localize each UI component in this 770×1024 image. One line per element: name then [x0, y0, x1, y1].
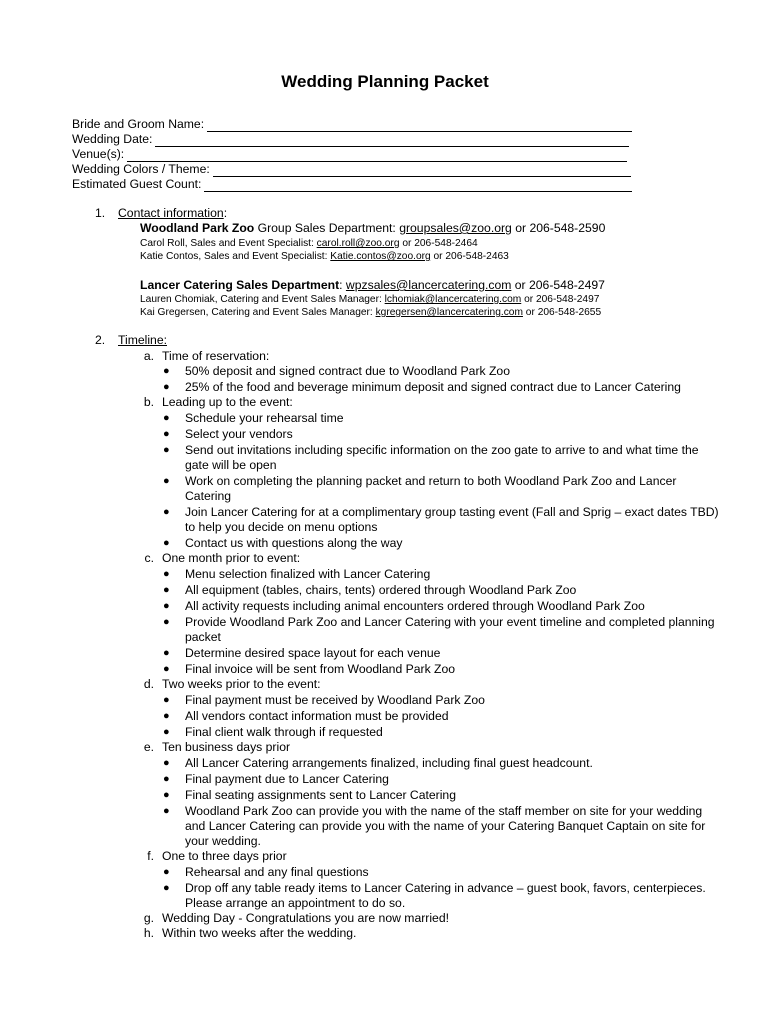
field-line[interactable]	[155, 134, 629, 147]
field-line[interactable]	[127, 149, 627, 162]
zoo-name: Woodland Park Zoo	[140, 221, 255, 235]
bride-groom-field[interactable]	[72, 117, 632, 132]
wedding-date-field[interactable]	[72, 132, 629, 147]
field-line[interactable]	[213, 164, 631, 177]
field-label: Wedding Colors / Theme:	[72, 162, 210, 176]
email-link[interactable]: lchomiak@lancercatering.com	[384, 294, 522, 305]
section-number: 1.	[95, 206, 106, 220]
field-label: Venue(s):	[72, 147, 125, 161]
document-page: Wedding Planning Packet Bride and Groom Name: Wedding Date: Venue(s): Wedding Colors / Theme: Estimated Guest Count: 1. Contact information: Woodland Park Zoo Group Sales Department: groupsales@zoo.org or 206-548-2590 Carol Roll, Sales and Event Specialist: carol.roll@zoo.org or 206-548-2464 Katie Contos, Sales and Event Specialist: Katie.contos@zoo.org or 206-548-2463 Lancer Catering Sales Department: wpzsales@lancercatering.com or 206-548-2497 Lauren Chomiak, Catering and Event Sales Manager: lchomiak@lancercatering.com or 206-548-2497 Kai Gregersen, Catering and Event Sales Manager: kgregersen@lancercatering.com or 206-548-2655 2. Timeline: a. Time of reservation: ● 50% deposit and signed contract due to Woodland Park Zoo ● 25% of the food and beverage minimum deposit and signed contract due to Lancer Catering b. Leading up to the event: ● Schedule your rehearsal time ● Select your vendors ● Send out invitations including specific information on the zoo gate to arrive to and what time the gate will be open ● Work on completing the planning packet and return to both Woodland Park Zoo and Lancer Catering ● Join Lancer Catering for at a complimentary group tasting event (Fall and Sprig – exact dates TBD) to help you decide on menu options ● Contact us with questions along the way c. One month prior to event: ● Menu selection finalized with Lancer Catering ● All equipment (tables, chairs, tents) ordered through Woodland Park Zoo ● All activity requests including animal encounters ordered through Woodland Park Zoo ● Provide Woodland Park Zoo and Lancer Catering with your event timeline and completed planning packet ● Determine desired space layout for each venue ● Final invoice will be sent from Woodland Park Zoo d. Two weeks prior to the event: ● Final payment must be received by Woodland Park Zoo ● All vendors contact information must be provided ● Final client walk through if requested e. Ten business days prior ● All Lancer Catering arrangements finalized, including final guest headcount. ● Final payment due to Lancer Catering ● Final seating assignments sent to Lancer Catering ● Woodland Park Zoo can provide you with the name of the staff member on site for your wedding and Lancer Catering can provide you with the name of your Catering Banquet Captain on site for your wedding. f. One to three days prior ● Rehearsal and any final questions ● Drop off any table ready items to Lancer Catering in advance – guest book, favors, centerpieces. Please arrange an appointment to do so. g. Wedding Day - Congratulations you are now married! h. Within two weeks after the wedding.	[0, 0, 770, 1024]
zoo-phone: 206-548-2590	[529, 221, 606, 235]
field-label: Wedding Date:	[72, 132, 153, 146]
lancer-contact-line: Lancer Catering Sales Department: wpzsales@lancercatering.com or 206-548-2497	[140, 278, 605, 292]
guest-count-field[interactable]	[72, 177, 632, 192]
lancer-phone: 206-548-2497	[529, 278, 605, 292]
email-link[interactable]: kgregersen@lancercatering.com	[375, 307, 523, 318]
field-label: Estimated Guest Count:	[72, 177, 202, 191]
venue-field[interactable]	[72, 147, 627, 162]
zoo-email-link[interactable]: groupsales@zoo.org	[399, 221, 512, 235]
lancer-name: Lancer Catering Sales Department	[140, 278, 340, 292]
field-line[interactable]	[207, 119, 632, 132]
zoo-person-2: Katie Contos, Sales and Event Specialist: Katie.contos@zoo.org or 206-548-2463	[140, 251, 509, 262]
lancer-email-link[interactable]: wpzsales@lancercatering.com	[345, 278, 512, 292]
email-link[interactable]: carol.roll@zoo.org	[316, 238, 400, 249]
zoo-contact-line: Woodland Park Zoo Group Sales Department: groupsales@zoo.org or 206-548-2590	[140, 221, 606, 235]
field-line[interactable]	[204, 179, 632, 192]
contact-heading: Contact information:	[118, 206, 228, 220]
lancer-person-2: Kai Gregersen, Catering and Event Sales Manager: kgregersen@lancercatering.com or 206-548-2655	[140, 307, 602, 318]
zoo-person-1: Carol Roll, Sales and Event Specialist: carol.roll@zoo.org or 206-548-2464	[140, 238, 478, 249]
email-link[interactable]: Katie.contos@zoo.org	[330, 251, 431, 262]
colors-theme-field[interactable]	[72, 162, 631, 177]
lancer-person-1: Lauren Chomiak, Catering and Event Sales Manager: lchomiak@lancercatering.com or 206-548-2497	[140, 294, 600, 305]
section-number: 2.	[95, 333, 106, 347]
page-title: Wedding Planning Packet	[281, 72, 489, 91]
timeline-heading: Timeline:	[118, 333, 167, 347]
field-label: Bride and Groom Name:	[72, 117, 205, 131]
